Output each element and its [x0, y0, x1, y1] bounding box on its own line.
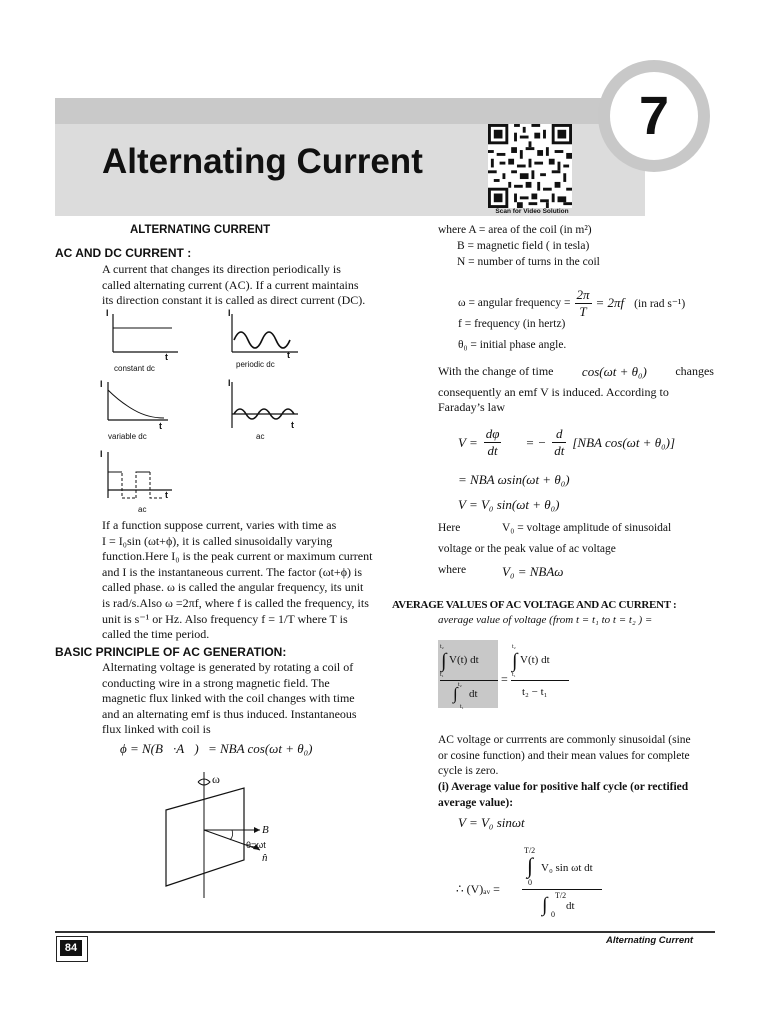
average-values-subtitle: average value of voltage (from t = t₁ to t = t₂ ) =	[438, 614, 653, 626]
dphi-dt-fraction	[484, 426, 502, 459]
graph-caption-variable: variable dc	[108, 432, 147, 441]
lower-limit: t₁	[460, 704, 464, 710]
where-area: where A = area of the coil (in m²)	[438, 224, 592, 236]
text-line: called the time period.	[102, 627, 210, 642]
omega-tail: = 2πf	[595, 295, 625, 310]
faraday-equation	[458, 426, 675, 459]
emf-result-line: V = V₀ sin(ωt + θ₀)	[458, 497, 560, 512]
angular-frequency-row	[458, 286, 685, 320]
qr-caption: Scan for Video Solution	[495, 208, 569, 215]
axis-label-i: I	[100, 379, 103, 389]
lower-limit: 0	[551, 910, 555, 919]
fraction-denominator: T	[579, 303, 587, 319]
frequency-line: f = frequency (in hertz)	[458, 318, 566, 330]
integral-sign: ∫	[512, 650, 518, 672]
lower-limit: 0	[528, 878, 532, 887]
generation-paragraph	[102, 660, 376, 738]
fraction-denominator: dt	[487, 443, 498, 458]
fraction-bar	[440, 680, 498, 681]
amplitude-equation: V₀ = NBAω	[502, 564, 564, 579]
denominator-dt: dt	[566, 900, 575, 912]
integral-sign: ∫	[453, 684, 458, 703]
fraction-bar	[522, 889, 602, 890]
cos-expression: cos(ωt + θ₀)	[581, 364, 647, 379]
upper-limit: t₂	[512, 644, 516, 650]
axis-label-i: I	[100, 449, 103, 459]
graph-caption-periodic: periodic dc	[236, 360, 275, 369]
formula-highlight	[438, 640, 498, 708]
angular-frequency-label: ω = angular frequency =	[458, 297, 571, 309]
equals-sign: =	[501, 672, 508, 686]
text-line: called alternating current (AC). If a current maintains	[102, 277, 359, 292]
sinusoid-paragraph	[102, 518, 376, 643]
integrand: V(t) dt	[520, 654, 550, 666]
fraction-numerator: d	[552, 426, 566, 443]
upper-limit: t₂	[440, 644, 444, 650]
chapter-number: 7	[610, 72, 698, 160]
coil-theta-label: θ=ωt	[246, 840, 266, 850]
qr-code-icon[interactable]	[486, 124, 574, 208]
axis-label-t: t	[165, 490, 168, 500]
lower-limit: t₁	[512, 672, 516, 678]
integrand: V(t) dt	[449, 654, 479, 666]
integral-sign: ∫	[441, 650, 447, 672]
text-line: magnetic flux linked with the coil changes with time	[102, 691, 355, 706]
text-line: unit is s⁻¹ or Hz. Also frequency f = 1/T where T is	[102, 611, 348, 626]
half-cycle-heading-cont: average value):	[438, 797, 514, 809]
where-label: where	[438, 564, 467, 576]
flux-equation-rhs: = NBA cos(ωt + θ₀)	[207, 741, 313, 756]
coil-b-label: B⃗	[262, 824, 278, 836]
text-segment: changes	[675, 364, 714, 378]
integral-sign: ∫	[527, 853, 534, 878]
text-segment: With the change of time	[438, 364, 554, 378]
coil-normal-label: n̂	[262, 852, 268, 864]
graph-periodic-dc	[222, 306, 332, 366]
axis-label-i: I	[106, 308, 109, 318]
chapter-title: Alternating Current	[102, 142, 423, 181]
text-line: If a function suppose current, varies with time as	[102, 518, 337, 532]
text-line: I = I₀sin (ωt+ϕ), it is called sinusoidally varying	[102, 533, 333, 548]
where-turns: N = number of turns in the coil	[457, 256, 600, 268]
half-cycle-integrand: V₀ sin ωt dt	[541, 862, 593, 874]
text-line: flux linked with coil is	[102, 722, 211, 737]
graph-caption-constant: constant dc	[114, 364, 155, 373]
omega-fraction	[575, 287, 592, 320]
text-line: and I is the instantaneous current. The factor (ωt+ϕ) is	[102, 564, 363, 579]
here-definition-cont: voltage or the peak value of ac voltage	[438, 543, 616, 555]
text-line: conducting wire in a strong magnetic field. The	[102, 675, 330, 690]
graph-variable-dc	[100, 376, 210, 436]
emf-lhs: V =	[458, 434, 478, 450]
axis-label-i: I	[228, 308, 231, 318]
equals-minus: = −	[525, 434, 547, 450]
flux-equation	[120, 741, 312, 757]
text-line: Faraday’s law	[438, 400, 505, 415]
graph-caption-ac-square: ac	[138, 505, 147, 514]
average-values-heading: AVERAGE VALUES OF AC VOLTAGE AND AC CURRENT :	[392, 599, 677, 611]
d-dt-fraction	[552, 426, 566, 459]
axis-label-t: t	[287, 350, 290, 360]
half-cycle-heading: (i) Average value for positive half cycle (or rectified	[438, 781, 689, 793]
here-label: Here	[438, 522, 461, 534]
rotating-coil-diagram	[150, 768, 300, 903]
lower-limit: t₁	[440, 672, 444, 678]
upper-limit: T/2	[524, 846, 536, 855]
header-stripe	[55, 98, 645, 124]
mean-values-paragraph	[438, 733, 714, 780]
fraction-numerator: dφ	[485, 426, 500, 441]
faraday-line-1	[438, 364, 714, 380]
footer-title: Alternating Current	[606, 935, 694, 946]
text-line: cycle is zero.	[438, 765, 499, 778]
graph-caption-ac: ac	[256, 432, 265, 441]
faraday-paragraph	[438, 364, 714, 416]
text-line: its direction constant it is called as direct current (DC).	[102, 293, 366, 308]
emf-derivative-line: = NBA ωsin(ωt + θ₀)	[458, 472, 570, 487]
where-field: B = magnetic field ( in tesla)	[457, 240, 590, 252]
half-cycle-voltage: V = V₀ sinωt	[458, 815, 525, 830]
denominator-dt: dt	[469, 688, 478, 700]
axis-label-t: t	[159, 421, 162, 431]
text-line: AC voltage or currrents are commonly sinusoidal (sine	[438, 734, 691, 746]
text-line: called phase. ω is called the angular frequency, its unit	[102, 580, 364, 595]
flux-equation-lhs: ϕ = N(B⃗·A⃗)	[120, 741, 199, 756]
average-lhs: ∴ (V)ₐᵥ =	[456, 882, 500, 896]
emf-bracket: [NBA cos(ωt + θ₀)]	[572, 434, 676, 450]
graph-ac-square	[100, 446, 190, 506]
upper-limit: T/2	[555, 891, 567, 900]
ac-dc-paragraph	[102, 262, 376, 309]
axis-label-t: t	[165, 352, 168, 362]
section-title: ALTERNATING CURRENT	[130, 224, 271, 236]
text-line: and an alternating emf is thus induced. Instantaneous	[102, 706, 357, 721]
graph-ac	[222, 376, 332, 436]
fraction-denominator: dt	[554, 443, 565, 458]
text-line: consequently an emf V is induced. According to	[438, 384, 669, 399]
integral-sign: ∫	[542, 894, 548, 916]
phase-line: θ₀ = initial phase angle.	[458, 339, 567, 351]
text-line: Alternating voltage is generated by rotating a coil of	[102, 660, 354, 674]
axis-label-i: I	[228, 378, 231, 388]
coil-omega-label: ω	[212, 772, 220, 786]
denominator-interval: t₂ − t₁	[522, 686, 548, 698]
text-line: function.Here I₀ is the peak current or maximum current	[102, 549, 373, 564]
upper-limit: t₂	[458, 682, 462, 688]
ac-dc-heading: AC AND DC CURRENT :	[55, 246, 192, 260]
text-line: A current that changes its direction periodically is	[102, 262, 341, 276]
fraction-bar	[511, 680, 569, 681]
text-line: or cosine function) and their mean values for complete	[438, 749, 690, 762]
page-number: 84	[60, 940, 82, 956]
generation-heading: BASIC PRINCIPLE OF AC GENERATION:	[55, 645, 287, 659]
axis-label-t: t	[291, 420, 294, 430]
omega-units: (in rad s⁻¹)	[634, 298, 686, 310]
text-line: is rad/s.Also ω =2πf, where f is called the frequency, its	[102, 595, 369, 610]
here-definition: V₀ = voltage amplitude of sinusoidal	[502, 522, 672, 534]
footer-rule	[55, 931, 715, 933]
fraction-numerator: 2π	[576, 286, 590, 302]
